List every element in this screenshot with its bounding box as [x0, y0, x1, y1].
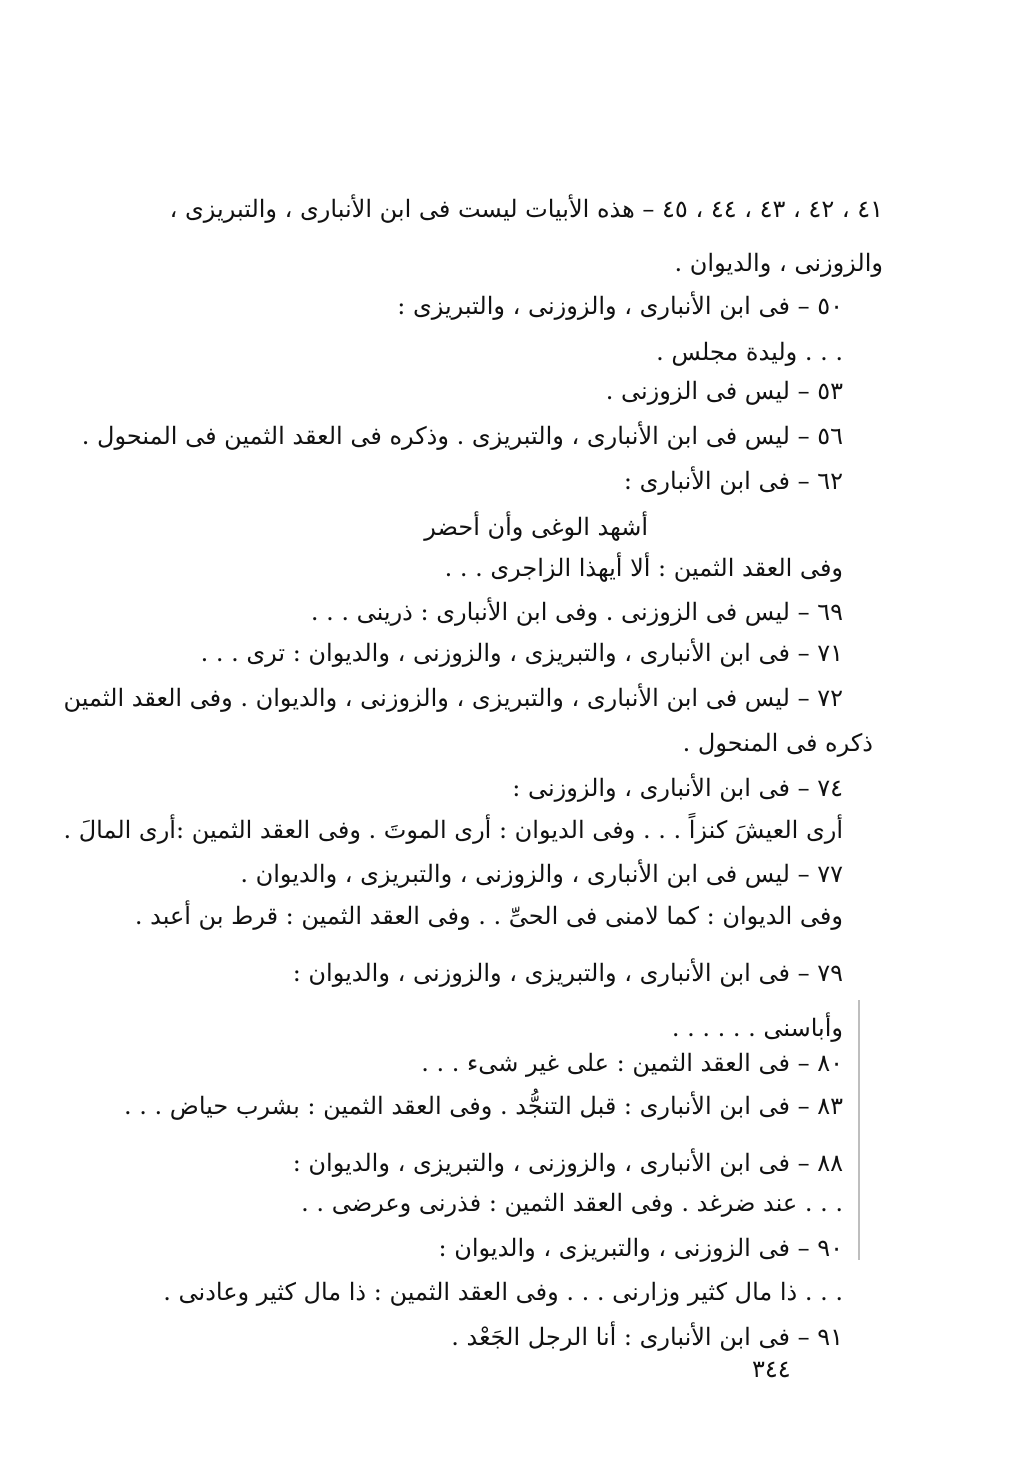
- text-line: ٧٩ – فى ابن الأنبارى ، والتبريزى ، والزوزنى ، والديوان :: [292, 959, 843, 987]
- text-line: أشهد الوغى وأن أحضر: [424, 513, 648, 541]
- text-line: وأباسنى . . . . . .: [671, 1014, 843, 1042]
- text-line: ٩٠ – فى الزوزنى ، والتبريزى ، والديوان :: [438, 1234, 843, 1262]
- text-line: ٧٤ – فى ابن الأنبارى ، والزوزنى :: [512, 774, 843, 802]
- text-line: ٥٠ – فى ابن الأنبارى ، والزوزنى ، والتبريزى :: [397, 292, 843, 320]
- text-line: وفى الديوان : كما لامنى فى الحىِّ . . وفى العقد الثمين : قرط بن أعبد .: [134, 902, 843, 930]
- text-line: ٨٣ – فى ابن الأنبارى : قبل التنجُّد . وفى العقد الثمين : بشرب حياض . . .: [124, 1092, 843, 1120]
- text-line: ٧٢ – ليس فى ابن الأنبارى ، والتبريزى ، والزوزنى ، والديوان . وفى العقد الثمين: [63, 684, 843, 712]
- text-line: ٦٩ – ليس فى الزوزنى . وفى ابن الأنبارى : ذرينى . . .: [310, 598, 843, 626]
- text-line: ٥٦ – ليس فى ابن الأنبارى ، والتبريزى . وذكره فى العقد الثمين فى المنحول .: [81, 422, 843, 450]
- margin-mark: [858, 1000, 860, 1260]
- text-line: . . . عند ضرغد . وفى العقد الثمين : فذرنى وعرضى . .: [301, 1189, 843, 1217]
- text-line: ٥٣ – ليس فى الزوزنى .: [605, 377, 843, 405]
- text-line: وفى العقد الثمين : ألا أيهذا الزاجرى . . .: [444, 554, 843, 582]
- text-line: . . . وليدة مجلس .: [656, 338, 843, 366]
- text-line: ذكره فى المنحول .: [682, 729, 873, 757]
- text-line: . . . ذا مال كثير وزارنى . . . وفى العقد الثمين : ذا مال كثير وعادنى .: [163, 1278, 843, 1306]
- text-line: أرى العيشَ كنزاً . . . وفى الديوان : أرى الموتَ . وفى العقد الثمين :أرى المالَ .: [63, 816, 843, 844]
- text-line: ٧٧ – ليس فى ابن الأنبارى ، والزوزنى ، والتبريزى ، والديوان .: [240, 860, 843, 888]
- text-line: ٩١ – فى ابن الأنبارى : أنا الرجل الجَعْد .: [451, 1323, 843, 1351]
- text-line: ٧١ – فى ابن الأنبارى ، والتبريزى ، والزوزنى ، والديوان : ترى . . .: [200, 639, 843, 667]
- text-line: ٨٨ – فى ابن الأنبارى ، والزوزنى ، والتبريزى ، والديوان :: [292, 1149, 843, 1177]
- text-line: ٨٠ – فى العقد الثمين : على غير شىء . . .: [421, 1049, 843, 1077]
- page-number: ٣٤٤: [752, 1355, 791, 1383]
- text-line: والزوزنى ، والديوان .: [674, 249, 883, 277]
- text-line: ٦٢ – فى ابن الأنبارى :: [623, 467, 843, 495]
- text-line: ٤١ ، ٤٢ ، ٤٣ ، ٤٤ ، ٤٥ – هذه الأبيات ليست فى ابن الأنبارى ، والتبريزى ،: [169, 195, 883, 223]
